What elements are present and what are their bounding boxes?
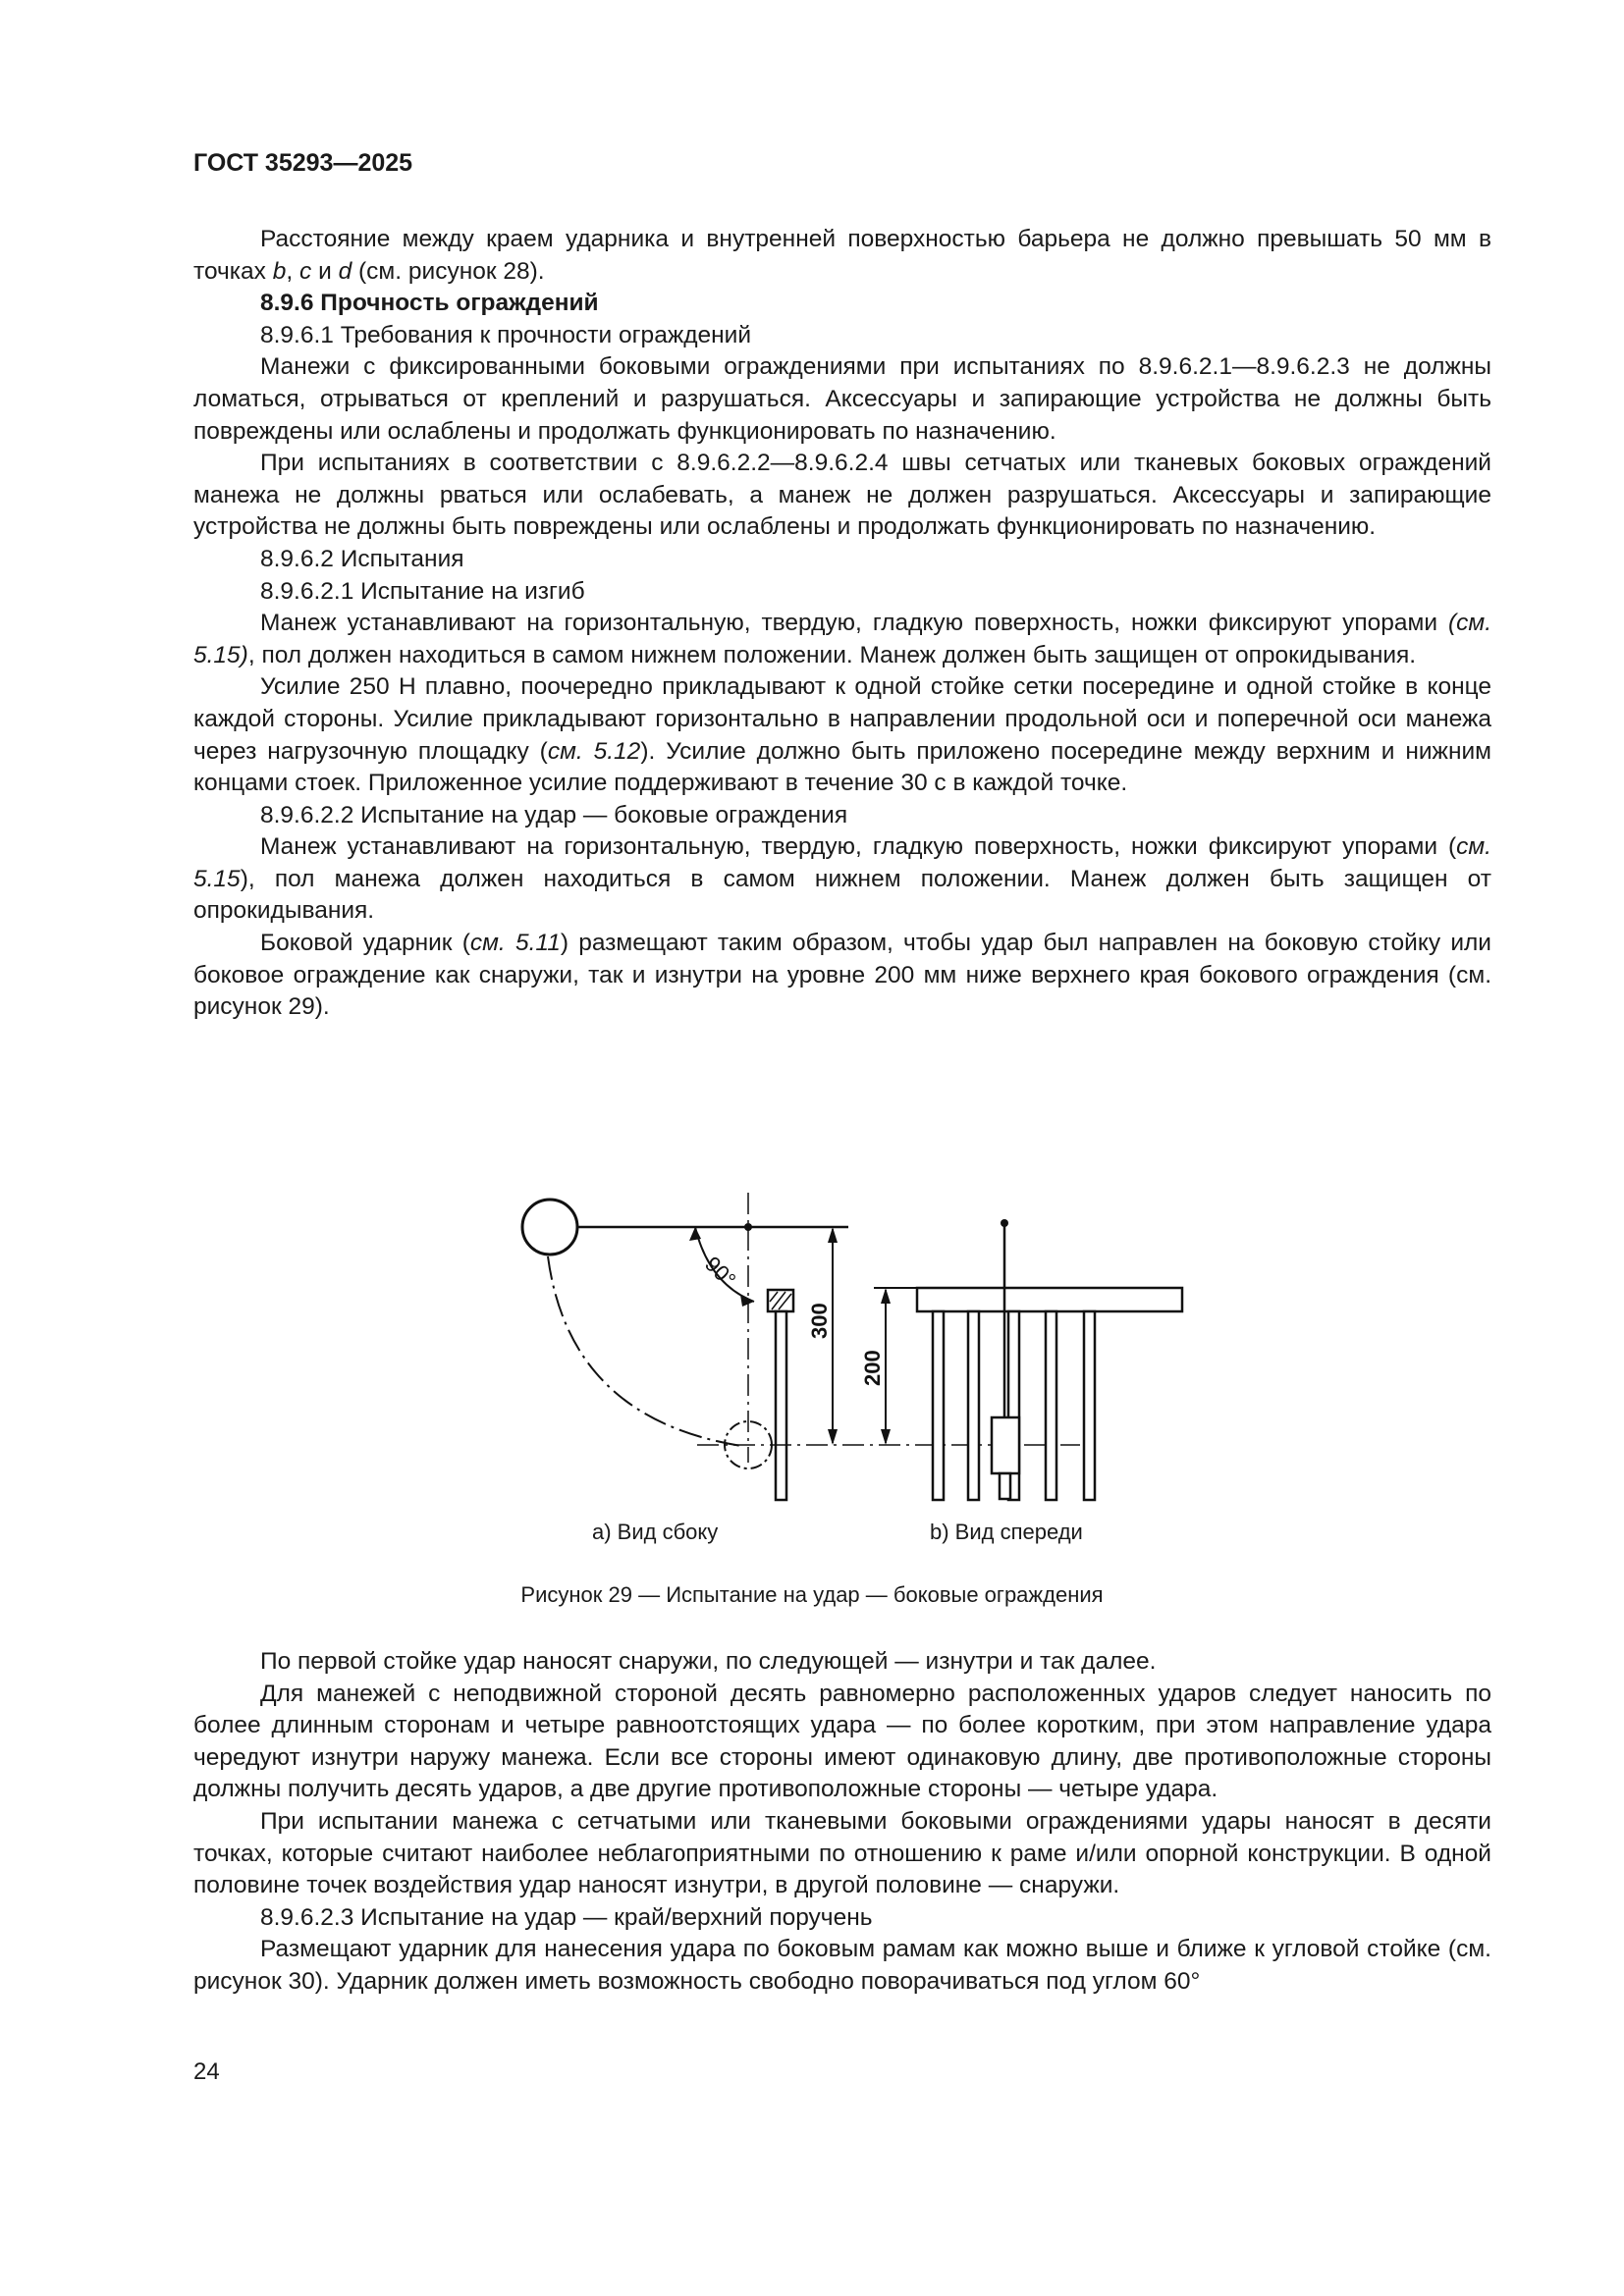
front-post: [968, 1311, 979, 1500]
impactor-stem: [1000, 1473, 1010, 1499]
paragraph: Размещают ударник для нанесения удара по боковым рамам как можно выше и ближе к угловой стойке (см. рисунок 30). Ударник должен иметь возможность свободно поворачиваться под углом 60°: [193, 1936, 1491, 1995]
page-number: 24: [193, 2058, 220, 2085]
angle-arrow-top: [689, 1227, 701, 1241]
subsection-heading: 8.9.6.1 Требования к прочности ограждений: [260, 321, 752, 348]
dim-300-arrow-bottom: [828, 1429, 838, 1445]
paragraph: Манежи с фиксированными боковыми ограждениями при испытаниях по 8.9.6.2.1—8.9.6.2.3 не должны ломаться, отрываться от креплений и разрушаться. Аксессуары и запирающие устройства не должны быть повреждены или ослаблены и продолжать функционировать по назначению.: [193, 353, 1491, 445]
front-post: [1084, 1311, 1095, 1500]
front-post: [933, 1311, 944, 1500]
side-post: [776, 1311, 786, 1500]
dim-300-label: 300: [807, 1303, 832, 1339]
text-block-lower: [193, 1646, 1491, 1999]
dim-200-arrow-top: [881, 1288, 891, 1304]
figure-title: Рисунок 29 — Испытание на удар — боковые ограждения: [520, 1582, 1104, 1607]
subsection-heading: 8.9.6.2.1 Испытание на изгиб: [260, 577, 585, 605]
dim-200-arrow-bottom: [881, 1429, 891, 1445]
document-header: ГОСТ 35293—2025: [193, 149, 413, 177]
paragraph: Манеж устанавливают на горизонтальную, твердую, гладкую поверхность, ножки фиксируют упорами (см. 5.15), пол манежа должен находиться в самом нижнем положении. Манеж должен быть защищен от опрокидывания.: [193, 833, 1491, 925]
angle-arrow-bottom: [740, 1295, 754, 1307]
front-post: [1046, 1311, 1056, 1500]
text-block-upper: [193, 224, 1491, 1024]
caption-front-view: b) Вид спереди: [930, 1520, 1083, 1544]
subsection-heading: 8.9.6.2.2 Испытание на удар — боковые ограждения: [260, 801, 848, 828]
paragraph: Усилие 250 Н плавно, поочередно прикладывают к одной стойке сетки посередине и одной стойке в конце каждой стороны. Усилие прикладывают горизонтально в направлении продольной оси и поперечной оси манежа через нагрузочную площадку (см. 5.12). Усилие должно быть приложено посередине между верхним и нижним концами стоек. Приложенное усилие поддерживают в течение 30 с в каждой точке.: [193, 673, 1492, 797]
angle-label: 90°: [700, 1252, 741, 1293]
paragraph: Расстояние между краем ударника и внутренней поверхностью барьера не должно превышать 50 мм в точках b, c и d (см. рисунок 28).: [193, 226, 1491, 285]
axis-dot: [744, 1223, 752, 1231]
caption-side-view: а) Вид сбоку: [592, 1520, 719, 1544]
subsection-heading: 8.9.6.2 Испытания: [260, 545, 464, 572]
impactor-body: [992, 1417, 1019, 1473]
rod-pivot-dot: [1001, 1219, 1008, 1227]
dim-300-arrow-top: [828, 1227, 838, 1243]
paragraph: При испытаниях в соответствии с 8.9.6.2.2—8.9.6.2.4 швы сетчатых или тканевых боковых ограждений манежа не должны рваться или ослабевать, а манеж не должен разрушаться. Аксессуары и запирающие устройства не должны быть повреждены или ослаблены и продолжать функционировать по назначению.: [193, 450, 1491, 541]
section-heading: 8.9.6 Прочность ограждений: [260, 290, 599, 317]
paragraph: При испытании манежа с сетчатыми или тканевыми боковыми ограждениями удары наносят в десяти точках, которые считают наиболее неблагоприятными по отношению к раме и/или опорной конструкции. В одной половине точек воздействия удар наносят изнутри, в другой половине — снаружи.: [193, 1807, 1491, 1899]
impactor-top-circle: [522, 1200, 577, 1255]
swing-arc: [548, 1256, 741, 1446]
paragraph: По первой стойке удар наносят снаружи, по следующей — изнутри и так далее.: [260, 1648, 1157, 1675]
figure-29-diagram: [501, 1178, 1208, 1551]
subsection-heading: 8.9.6.2.3 Испытание на удар — край/верхний поручень: [260, 1903, 873, 1931]
paragraph: Для манежей с неподвижной стороной десять равномерно расположенных ударов следует наносить по более длинным сторонам и четыре равноотстоящих удара — по более коротким, при этом направление удара чередуют изнутри наружу манежа. Если все стороны имеют одинаковую длину, две противоположные стороны должны получить десять ударов, а две другие противоположные стороны — четыре удара.: [193, 1680, 1491, 1803]
front-view: [860, 1219, 1182, 1500]
top-rail: [917, 1288, 1182, 1311]
paragraph: Манеж устанавливают на горизонтальную, твердую, гладкую поверхность, ножки фиксируют упорами (см. 5.15), пол должен находиться в самом нижнем положении. Манеж должен быть защищен от опрокидывания.: [193, 610, 1491, 668]
paragraph: Боковой ударник (см. 5.11) размещают таким образом, чтобы удар был направлен на боковую стойку или боковое ограждение как снаружи, так и изнутри на уровне 200 мм ниже верхнего края бокового ограждения (см. рисунок 29).: [193, 930, 1491, 1021]
dim-200-label: 200: [860, 1350, 885, 1386]
